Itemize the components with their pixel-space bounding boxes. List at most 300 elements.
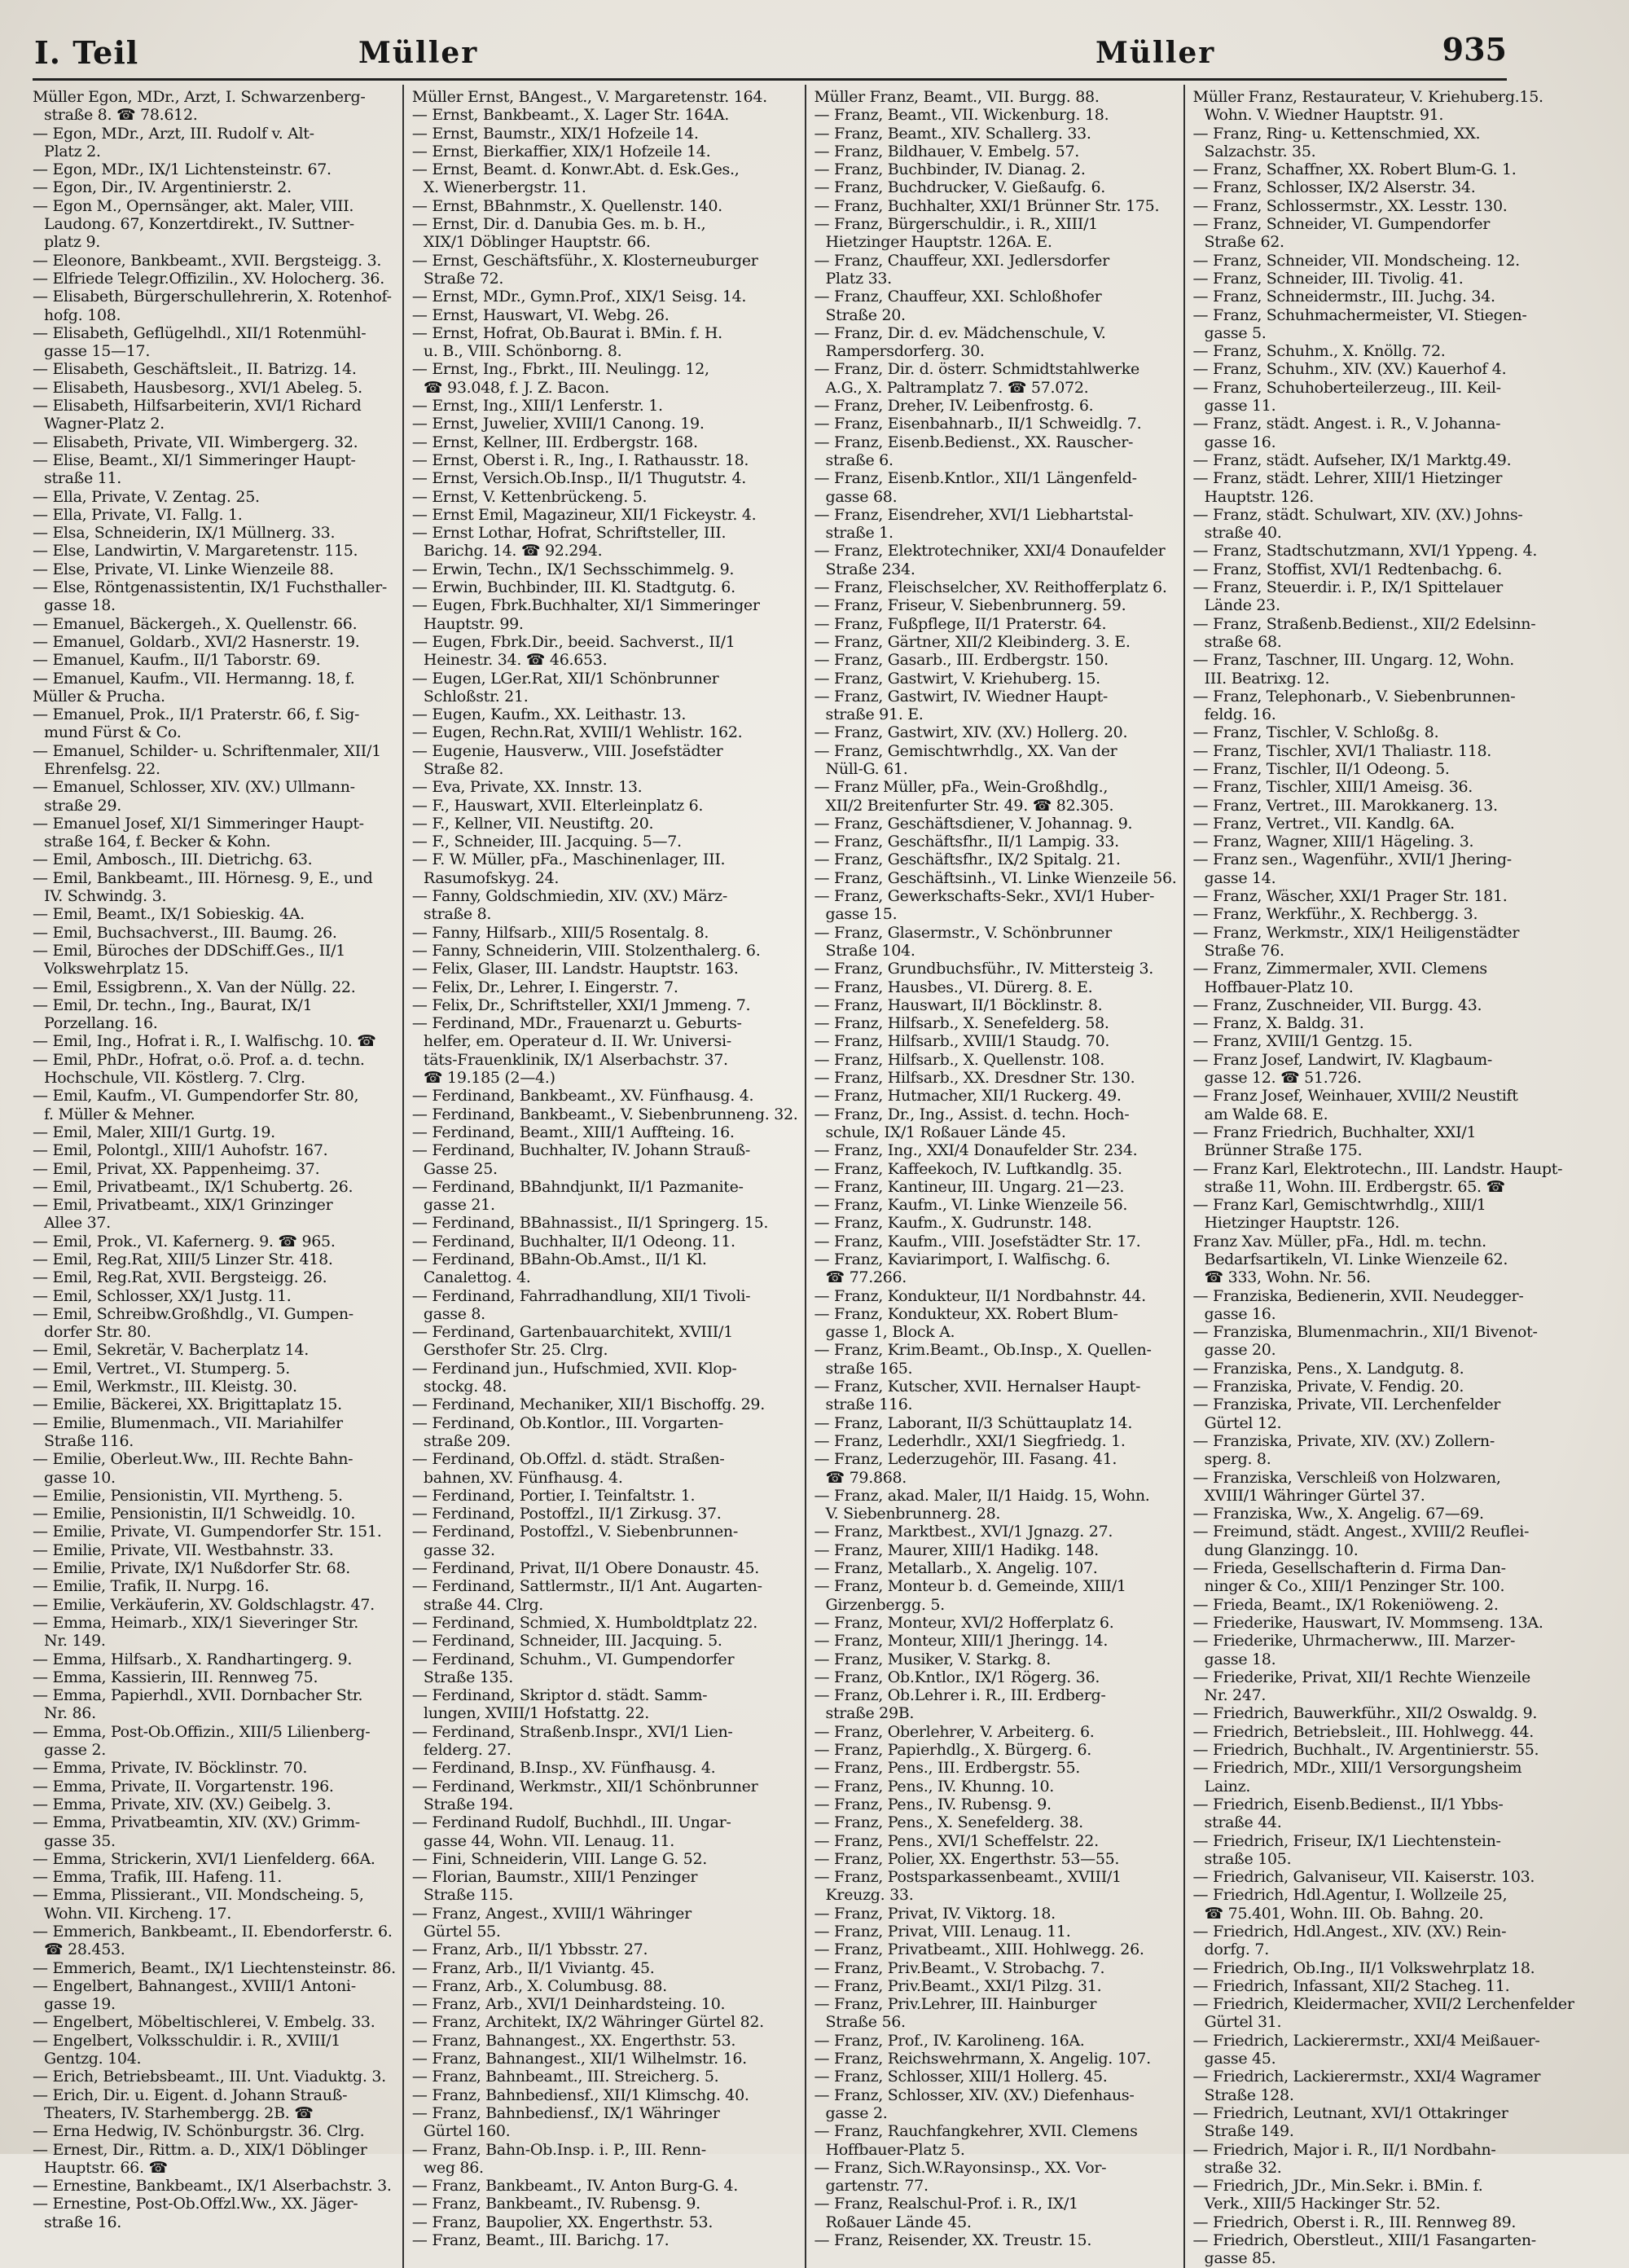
directory-entry-continuation: III. Beatrixg. 12.: [1204, 669, 1330, 688]
directory-entry-continuation: ninger & Co., XIII/1 Penzinger Str. 100.: [1204, 1577, 1505, 1596]
directory-entry: — Franz, Gärtner, XII/2 Kleibinderg. 3. E.: [814, 632, 1131, 651]
directory-entry: — Elisabeth, Bürgerschullehrerin, X. Rotenhof-: [33, 288, 392, 306]
directory-entry: — Franz, Pens., III. Erdbergstr. 55.: [814, 1759, 1080, 1778]
directory-entry: — Ella, Private, VI. Fallg. 1.: [33, 505, 243, 524]
directory-entry: — Fini, Schneiderin, VIII. Lange G. 52.: [411, 1849, 707, 1868]
directory-entry-continuation: straße 29.: [44, 796, 121, 815]
directory-entry-continuation: XVIII/1 Währinger Gürtel 37.: [1204, 1486, 1425, 1505]
directory-entry: — Emanuel, Schilder- u. Schriftenmaler, XII/1: [33, 741, 381, 760]
directory-entry: — Franz, Arb., II/1 Viviantg. 45.: [411, 1958, 655, 1977]
directory-entry-continuation: gasse 11.: [1204, 397, 1276, 415]
directory-entry-continuation: Hauptstr. 126.: [1204, 487, 1315, 506]
directory-entry: — Emil, Bankbeamt., III. Hörnesg. 9, E., und: [33, 868, 373, 887]
directory-entry-continuation: Theaters, IV. Starhembergg. 2B. ☎: [44, 2103, 314, 2122]
directory-entry: — Ferdinand, Ob.Offzl. d. städt. Straßen-: [411, 1450, 725, 1469]
directory-entry: — Franz Karl, Elektrotechn., III. Landstr. Haupt-: [1192, 1159, 1563, 1178]
directory-entry-continuation: dung Glanzingg. 10.: [1204, 1541, 1359, 1559]
directory-entry: — Franz, Baupolier, XX. Engerthstr. 53.: [411, 2213, 714, 2231]
header-name-left: Müller: [358, 36, 479, 70]
directory-entry-continuation: gartenstr. 77.: [825, 2177, 929, 2195]
directory-entry-continuation: Gasse 25.: [423, 1159, 498, 1178]
directory-entry-continuation: Gersthofer Str. 25. Clrg.: [423, 1341, 608, 1360]
directory-entry-continuation: X. Wienerbergstr. 11.: [423, 178, 586, 197]
directory-entry: — Elisabeth, Hilfsarbeiterin, XVI/1 Richard: [33, 397, 362, 415]
directory-entry: — Erich, Betriebsbeamt., III. Unt. Viaduktg. 3.: [33, 2068, 386, 2086]
directory-entry-continuation: Schloßstr. 21.: [423, 687, 529, 705]
directory-entry: — Franz, Bildhauer, V. Embelg. 57.: [814, 142, 1079, 160]
directory-entry-continuation: helfer, em. Operateur d. II. Wr. Universi-: [423, 1032, 731, 1051]
directory-entry-continuation: Straße 115.: [423, 1886, 513, 1905]
directory-entry: — Emil, Kaufm., VI. Gumpendorfer Str. 80,: [33, 1087, 359, 1105]
directory-entry: — Eugen, Fbrk.Buchhalter, XI/1 Simmeringer: [411, 596, 760, 615]
directory-entry: — Ferdinand, Fahrradhandlung, XII/1 Tivoli-: [411, 1286, 751, 1305]
directory-entry: — Ferdinand jun., Hufschmied, XVII. Klop-: [411, 1359, 737, 1378]
directory-entry: — Franz, Steuerdir. i. P., IX/1 Spittelauer: [1192, 578, 1503, 597]
directory-entry: — Elisabeth, Geschäftsleit., II. Batrizg. 14.: [33, 360, 357, 379]
directory-entry: — Franz, Hilfsarb., XVIII/1 Staudg. 70.: [814, 1032, 1110, 1051]
directory-entry-continuation: straße 1.: [825, 524, 894, 543]
directory-entry: — Elisabeth, Private, VII. Wimbergerg. 32.: [33, 433, 358, 451]
directory-entry-continuation: Straße 128.: [1204, 2086, 1294, 2104]
directory-entry: — Franz, Beamt., VII. Wickenburg. 18.: [814, 106, 1109, 125]
directory-entry: — Ella, Private, V. Zentag. 25.: [33, 487, 260, 506]
directory-entry: — Franz, Monteur b. d. Gemeinde, XIII/1: [814, 1577, 1126, 1596]
directory-entry: Müller Egon, MDr., Arzt, I. Schwarzenberg-: [33, 88, 366, 106]
directory-entry-continuation: schule, IX/1 Roßauer Lände 45.: [825, 1123, 1066, 1141]
directory-entry: — Franz, Tischler, XIII/1 Ameisg. 36.: [1192, 778, 1473, 797]
directory-entry: — Franz, Stoffist, XVI/1 Redtenbachg. 6.: [1192, 560, 1503, 578]
directory-entry: — Emilie, Private, VII. Westbahnstr. 33.: [33, 1541, 334, 1559]
directory-entry: — Franz, Geschäftsinh., VI. Linke Wienzeile 56.: [814, 868, 1177, 887]
directory-entry-continuation: Hietzinger Hauptstr. 126A. E.: [825, 233, 1052, 252]
directory-entry-continuation: Straße 62.: [1204, 233, 1284, 252]
directory-entry: — Franz, Bahnbediensf., XII/1 Klimschg. 40.: [411, 2086, 749, 2104]
directory-entry: — Else, Landwirtin, V. Margaretenstr. 115.: [33, 542, 358, 560]
directory-entry: — Franz, Arb., II/1 Ybbsstr. 27.: [411, 1941, 648, 1959]
directory-entry: — Erwin, Buchbinder, III. Kl. Stadtgutg. 6.: [411, 578, 735, 597]
directory-entry-continuation: u. B., VIII. Schönborng. 8.: [423, 342, 622, 361]
directory-entry: — Franz, Kaviarimport, I. Walfischg. 6.: [814, 1250, 1110, 1268]
directory-entry: — Elisabeth, Hausbesorg., XVI/1 Abeleg. 5.: [33, 378, 362, 397]
directory-entry-continuation: ☎ 93.048, f. J. Z. Bacon.: [423, 378, 609, 397]
directory-entry: — Erich, Dir. u. Eigent. d. Johann Strauß-: [33, 2086, 348, 2104]
directory-entry-continuation: ☎ 333, Wohn. Nr. 56.: [1204, 1268, 1371, 1287]
directory-entry: — Franz, Privatbeamt., XIII. Hohlwegg. 26.: [814, 1941, 1144, 1959]
directory-entry: — Franz, Vertret., VII. Kandlg. 6A.: [1192, 814, 1455, 833]
directory-entry: — Emil, Reg.Rat, XIII/5 Linzer Str. 418.: [33, 1250, 333, 1268]
column-4: [1183, 85, 1581, 2268]
directory-entry-continuation: Hoffbauer-Platz 10.: [1204, 978, 1354, 996]
directory-entry: — Ferdinand, BBahn-Ob.Amst., II/1 Kl.: [411, 1250, 707, 1268]
directory-entry: — Franz, Zuschneider, VII. Burgg. 43.: [1192, 996, 1482, 1014]
directory-entry: — Franz, Kaufm., X. Gudrunstr. 148.: [814, 1214, 1092, 1233]
directory-entry-continuation: Rasumofskyg. 24.: [423, 868, 560, 887]
directory-entry: — Franz, Werkführ., X. Rechbergg. 3.: [1192, 905, 1478, 924]
directory-entry: — Franz, Bankbeamt., IV. Rubensg. 9.: [411, 2195, 700, 2213]
directory-entry-continuation: Barichg. 14. ☎ 92.294.: [423, 542, 603, 560]
directory-entry: — Franziska, Blumenmachrin., XII/1 Bivenot-: [1192, 1323, 1538, 1342]
directory-entry-continuation: dorfer Str. 80.: [44, 1323, 151, 1342]
directory-entry: — Franz, Gastwirt, XIV. (XV.) Hollerg. 20.: [814, 723, 1128, 742]
directory-entry: — Franz, Schlossermstr., XX. Lesstr. 130.: [1192, 196, 1508, 215]
directory-entry: — Emma, Privatbeamtin, XIV. (XV.) Grimm-: [33, 1813, 360, 1832]
directory-entry: — Franz, Musiker, V. Starkg. 8.: [814, 1650, 1051, 1668]
directory-entry: — Else, Private, VI. Linke Wienzeile 88.: [33, 560, 334, 578]
directory-entry: — Emanuel, Goldarb., XVI/2 Hasnerstr. 19.: [33, 632, 360, 651]
directory-entry-continuation: straße 44. Clrg.: [423, 1595, 544, 1614]
directory-entry: — Franz, Dreher, IV. Leibenfrostg. 6.: [814, 397, 1094, 415]
directory-entry-continuation: Nr. 149.: [44, 1632, 106, 1650]
directory-entry: — Franz, Glasermstr., V. Schönbrunner: [814, 923, 1112, 942]
directory-entry-continuation: straße 16.: [44, 2213, 121, 2231]
directory-entry: — Emma, Private, XIV. (XV.) Geibelg. 3.: [33, 1795, 332, 1813]
directory-entry: — Franz, Hutmacher, XII/1 Ruckerg. 49.: [814, 1087, 1122, 1105]
directory-entry: — Emil, Dr. techn., Ing., Baurat, IX/1: [33, 996, 313, 1014]
directory-entry-continuation: gasse 20.: [1204, 1341, 1276, 1360]
directory-entry: — Eugen, Fbrk.Dir., beeid. Sachverst., II/1: [411, 632, 735, 651]
directory-entry: — Franz, Pens., XVI/1 Scheffelstr. 22.: [814, 1831, 1099, 1850]
directory-entry-continuation: Girzenbergg. 5.: [825, 1595, 945, 1614]
directory-entry: — Franz, Zimmermaler, XVII. Clemens: [1192, 960, 1487, 978]
directory-entry: — Emma, Plissierant., VII. Mondscheing. 5,: [33, 1886, 364, 1905]
directory-entry: — Franz Josef, Landwirt, IV. Klagbaum-: [1192, 1050, 1492, 1069]
directory-entry: — Ferdinand, BBahnassist., II/1 Springerg. 15.: [411, 1214, 769, 1233]
directory-entry-continuation: ☎ 19.185 (2—4.): [423, 1069, 555, 1088]
directory-entry-continuation: gasse 8.: [423, 1304, 485, 1323]
directory-entry: — Ferdinand, Sattlermstr., II/1 Ant. Augarten-: [411, 1577, 762, 1596]
directory-entry: — Frieda, Gesellschafterin d. Firma Dan-: [1192, 1559, 1506, 1578]
directory-entry: — Franz, Fleischselcher, XV. Reithofferplatz 6.: [814, 578, 1167, 597]
directory-entry: — Franz, Oberlehrer, V. Arbeiterg. 6.: [814, 1722, 1095, 1741]
directory-entry: — Emma, Kassierin, III. Rennweg 75.: [33, 1668, 318, 1686]
directory-entry-continuation: gasse 15—17.: [44, 342, 151, 361]
directory-entry: — Emanuel, Prok., II/1 Praterstr. 66, f. Sig-: [33, 705, 360, 724]
directory-entry: — Franz, X. Baldg. 31.: [1192, 1014, 1364, 1033]
directory-entry: — Franz, Privat, VIII. Lenaug. 11.: [814, 1922, 1071, 1941]
directory-entry: — Franz, Gasarb., III. Erdbergstr. 150.: [814, 651, 1109, 670]
directory-entry: — Franz, Ring- u. Kettenschmied, XX.: [1192, 124, 1481, 143]
directory-entry: — Emilie, Oberleut.Ww., III. Rechte Bahn-: [33, 1450, 353, 1469]
directory-entry-continuation: Platz 2.: [44, 142, 101, 160]
directory-entry-continuation: Hauptstr. 66. ☎: [44, 2158, 168, 2177]
directory-entry: — Franz, Realschul-Prof. i. R., IX/1: [814, 2195, 1078, 2213]
directory-entry: — Franz, Metallarb., X. Angelig. 107.: [814, 1559, 1098, 1578]
directory-entry-continuation: straße 165.: [825, 1359, 913, 1378]
directory-entry-continuation: Straße 56.: [825, 2013, 906, 2032]
directory-entry-continuation: am Walde 68. E.: [1204, 1105, 1328, 1123]
directory-entry: — Franz, Bahnbediensf., IX/1 Währinger: [411, 2103, 720, 2122]
directory-entry: — Ferdinand, Buchhalter, II/1 Odeong. 11.: [411, 1232, 735, 1250]
directory-entry: — Emma, Strickerin, XVI/1 Lienfelderg. 66A.: [33, 1849, 375, 1868]
directory-entry: — Friederike, Privat, XII/1 Rechte Wienzeile: [1192, 1668, 1530, 1686]
directory-entry: — Franz, Chauffeur, XXI. Jedlersdorfer: [814, 251, 1109, 270]
directory-entry: — Ernst, Juwelier, XVIII/1 Canong. 19.: [411, 415, 705, 433]
directory-entry: — Ferdinand, Portier, I. Teinfaltstr. 1.: [411, 1486, 696, 1505]
directory-entry: — Felix, Dr., Lehrer, I. Eingerstr. 7.: [411, 978, 678, 996]
directory-entry-continuation: Straße 72.: [423, 269, 504, 288]
directory-entry: — Emmerich, Bankbeamt., II. Ebendorferstr. 6.: [33, 1922, 393, 1941]
directory-entry: — Franz, städt. Aufseher, IX/1 Marktg.49.: [1192, 451, 1512, 469]
directory-entry: — Emil, Schlosser, XX/1 Justg. 11.: [33, 1286, 292, 1305]
directory-entry: — Franz, Bahnangest., XX. Engerthstr. 53.: [411, 2031, 736, 2050]
directory-entry: — Elfriede Telegr.Offizilin., XV. Holocherg. 36.: [33, 269, 384, 288]
directory-entry: — Franz, Sich.W.Rayonsinsp., XX. Vor-: [814, 2158, 1107, 2177]
directory-entry: — Franz, Laborant, II/3 Schüttauplatz 14.: [814, 1413, 1133, 1432]
directory-entry: — Franz, Gewerkschafts-Sekr., XVI/1 Huber-: [814, 887, 1155, 906]
directory-entry: — Egon M., Opernsänger, akt. Maler, VIII.: [33, 196, 354, 215]
directory-entry: — Franziska, Private, V. Fendig. 20.: [1192, 1378, 1464, 1396]
directory-entry: — Franz, Schneider, VI. Gumpendorfer: [1192, 215, 1491, 234]
directory-entry: — Friedrich, Major i. R., II/1 Nordbahn-: [1192, 2140, 1496, 2159]
directory-entry: — Franz, Schlosser, XIV. (XV.) Diefenhaus-: [814, 2086, 1135, 2104]
directory-entry-continuation: straße 116.: [825, 1396, 913, 1414]
directory-entry-continuation: dorfg. 7.: [1204, 1941, 1269, 1959]
directory-entry: — Franz, Schlosser, IX/2 Alserstr. 34.: [1192, 178, 1476, 197]
directory-entry-continuation: Wagner-Platz 2.: [44, 415, 165, 433]
directory-entry: — Emilie, Private, IX/1 Nußdorfer Str. 68.: [33, 1559, 350, 1578]
directory-entry: — Ernestine, Post-Ob.Offzl.Ww., XX. Jäger-: [33, 2195, 358, 2213]
directory-entry: — Franz, XVIII/1 Gentzg. 15.: [1192, 1032, 1413, 1051]
directory-entry: — Franz, Monteur, XIII/1 Jheringg. 14.: [814, 1632, 1109, 1650]
directory-entry-continuation: f. Müller & Mehner.: [44, 1105, 195, 1123]
directory-entry: — Eugen, LGer.Rat, XII/1 Schönbrunner: [411, 669, 719, 688]
directory-entry: — Franz, Schuhoberteilerzeug., III. Keil-: [1192, 378, 1501, 397]
directory-entry-continuation: straße 29B.: [825, 1704, 915, 1723]
column-2: [402, 85, 805, 2268]
directory-entry-continuation: lungen, XVIII/1 Hofstattg. 22.: [423, 1704, 649, 1723]
directory-entry: — Franz, Kantineur, III. Ungarg. 21—23.: [814, 1177, 1125, 1196]
directory-entry-continuation: Gürtel 55.: [423, 1922, 501, 1941]
directory-entry: — Franz, Schneider, III. Tivolig. 41.: [1192, 269, 1464, 288]
directory-entry-continuation: straße 209.: [423, 1431, 511, 1450]
directory-entry: — Franz, Werkmstr., XIX/1 Heiligenstädter: [1192, 923, 1520, 942]
directory-entry-continuation: Rampersdorferg. 30.: [825, 342, 985, 361]
directory-entry: — Franz, Friseur, V. Siebenbrunnerg. 59.: [814, 596, 1126, 615]
directory-entry-continuation: Hauptstr. 99.: [423, 614, 524, 633]
directory-entry: — Emil, Schreibw.Großhdlg., VI. Gumpen-: [33, 1304, 353, 1323]
directory-entry: — Franz, Privat, IV. Viktorg. 18.: [814, 1904, 1056, 1923]
directory-entry: — Friedrich, Infassant, XII/2 Stacheg. 11.: [1192, 1976, 1510, 1995]
directory-entry-continuation: gasse 21.: [423, 1196, 495, 1215]
directory-entry-continuation: gasse 14.: [1204, 868, 1276, 887]
directory-entry: — Franz, städt. Schulwart, XIV. (XV.) Johns-: [1192, 505, 1523, 524]
directory-entry: — Franz, Dr., Ing., Assist. d. techn. Hoch-: [814, 1105, 1130, 1123]
directory-entry: — Emilie, Trafik, II. Nurpg. 16.: [33, 1577, 270, 1596]
directory-entry: — Franz, Monteur, XVI/2 Hofferplatz 6.: [814, 1613, 1114, 1632]
directory-entry: — Friedrich, Galvaniseur, VII. Kaiserstr. 103.: [1192, 1868, 1535, 1887]
directory-entry-continuation: Salzachstr. 35.: [1204, 142, 1316, 160]
directory-entry-continuation: straße 91. E.: [825, 705, 924, 724]
directory-entry-continuation: Straße 116.: [44, 1431, 134, 1450]
directory-entry: — Emanuel, Bäckergeh., X. Quellenstr. 66.: [33, 614, 358, 633]
directory-entry: — Franz, Kutscher, XVII. Hernalser Haupt-: [814, 1378, 1141, 1396]
directory-entry: Müller Franz, Beamt., VII. Burgg. 88.: [814, 88, 1100, 106]
directory-entry-continuation: gasse 2.: [825, 2103, 888, 2122]
directory-entry: — Ferdinand, Buchhalter, IV. Johann Strauß-: [411, 1141, 751, 1160]
directory-entry: — Franz, Tischler, II/1 Odeong. 5.: [1192, 759, 1450, 778]
directory-entry: — Franz, Ob.Kntlor., IX/1 Rögerg. 36.: [814, 1668, 1100, 1686]
directory-entry-continuation: XIX/1 Döblinger Hauptstr. 66.: [423, 233, 651, 252]
directory-entry-continuation: V. Siebenbrunnerg. 28.: [825, 1505, 1001, 1523]
directory-entry-continuation: Lände 23.: [1204, 596, 1280, 615]
directory-entry: — Friedrich, Lackierermstr., XXI/4 Wagramer: [1192, 2068, 1541, 2086]
directory-entry: — Franz, Buchhalter, XXI/1 Brünner Str. 175.: [814, 196, 1160, 215]
directory-entry-continuation: gasse 1, Block A.: [825, 1323, 955, 1342]
directory-entry: — Franziska, Bedienerin, XVII. Neudegger-: [1192, 1286, 1524, 1305]
directory-entry-continuation: straße 105.: [1204, 1849, 1292, 1868]
directory-entry: — Friedrich, Oberstleut., XIII/1 Fasangarten-: [1192, 2231, 1536, 2250]
part-label: I. Teil: [34, 34, 139, 71]
directory-entry: — Ferdinand, Bankbeamt., XV. Fünfhausg. 4.: [411, 1087, 754, 1105]
directory-entry-continuation: Wohn. VII. Kircheng. 17.: [44, 1904, 232, 1923]
directory-entry: — F., Kellner, VII. Neustiftg. 20.: [411, 814, 654, 833]
directory-entry: — Franz, Gemischtwrhdlg., XX. Van der: [814, 741, 1117, 760]
directory-entry: — Friedrich, JDr., Min.Sekr. i. BMin. f.: [1192, 2177, 1483, 2195]
directory-entry: — Friedrich, Hdl.Agentur, I. Wollzeile 25,: [1192, 1886, 1508, 1905]
directory-entry: — Franz, Beamt., XIV. Schallerg. 33.: [814, 124, 1091, 143]
directory-entry: — Emma, Heimarb., XIX/1 Sieveringer Str.: [33, 1613, 358, 1632]
directory-entry: — Franz, Kaufm., VI. Linke Wienzeile 56.: [814, 1196, 1128, 1215]
directory-entry: — Franz, Elektrotechniker, XXI/4 Donaufelder: [814, 542, 1166, 560]
directory-entry: — Emil, Buchsachverst., III. Baumg. 26.: [33, 923, 337, 942]
directory-entry: — Ernest, Dir., Rittm. a. D., XIX/1 Döblinger: [33, 2140, 367, 2159]
directory-entry: — Franz, Buchbinder, IV. Dianag. 2.: [814, 160, 1086, 179]
directory-entry-continuation: A.G., X. Paltramplatz 7. ☎ 57.072.: [825, 378, 1089, 397]
directory-entry: — Friedrich, Betriebsleit., III. Hohlwegg. 44.: [1192, 1722, 1535, 1741]
directory-entry: — Franz, Dir. d. österr. Schmidtstahlwerke: [814, 360, 1139, 379]
directory-entry: — Emil, Essigbrenn., X. Van der Nüllg. 22.: [33, 978, 356, 996]
directory-entry: — Franz, Polier, XX. Engerthstr. 53—55.: [814, 1849, 1120, 1868]
directory-entry: — Friedrich, Lackierermstr., XXI/4 Meißauer-: [1192, 2031, 1540, 2050]
directory-entry: — Ernst, Baumstr., XIX/1 Hofzeile 14.: [411, 124, 699, 143]
directory-entry: — Franziska, Private, XIV. (XV.) Zollern-: [1192, 1431, 1495, 1450]
directory-entry: — Emil, Polontgl., XIII/1 Auhofstr. 167.: [33, 1141, 328, 1160]
directory-entry: — Ernst, Bankbeamt., X. Lager Str. 164A.: [411, 106, 729, 125]
directory-entry: — Franz, städt. Angest. i. R., V. Johanna-: [1192, 415, 1501, 433]
directory-entry-continuation: Straße 20.: [825, 305, 906, 324]
directory-entry-continuation: gasse 16.: [1204, 1304, 1276, 1323]
directory-entry: — Emilie, Pensionistin, II/1 Schweidlg. 10.: [33, 1505, 356, 1523]
directory-entry: — Ernst Lothar, Hofrat, Schriftsteller, III.: [411, 524, 727, 543]
directory-entry: — Emil, Prok., VI. Kafernerg. 9. ☎ 965.: [33, 1232, 336, 1250]
directory-entry: — Ferdinand, Ob.Kontlor., III. Vorgarten-: [411, 1413, 724, 1432]
header-rule: [33, 78, 1507, 81]
directory-entry: — Franz, Schaffner, XX. Robert Blum-G. 1.: [1192, 160, 1517, 179]
directory-entry-continuation: gasse 2.: [44, 1741, 107, 1760]
directory-entry: — Franz, Schlosser, XIII/1 Hollerg. 45.: [814, 2068, 1108, 2086]
directory-entry: — Franz, Hilfsarb., XX. Dresdner Str. 130.: [814, 1069, 1135, 1088]
directory-entry-continuation: Laudong. 67, Konzertdirekt., IV. Suttner-: [44, 215, 354, 234]
directory-entry: — Emanuel Josef, XI/1 Simmeringer Haupt-: [33, 814, 364, 833]
directory-entry: — Emanuel, Schlosser, XIV. (XV.) Ullmann-: [33, 778, 355, 797]
directory-entry-continuation: Bedarfsartikeln, VI. Linke Wienzeile 62.: [1204, 1250, 1508, 1268]
directory-entry-continuation: Straße 104.: [825, 941, 915, 960]
directory-entry: — Franz, Arb., X. Columbusg. 88.: [411, 1976, 667, 1995]
directory-entry: — Ernst, BBahnmstr., X. Quellenstr. 140.: [411, 196, 722, 215]
directory-entry: — Ferdinand, Gartenbauarchitekt, XVIII/1: [411, 1323, 733, 1342]
directory-entry: — Ferdinand Rudolf, Buchhdl., III. Ungar-: [411, 1813, 731, 1832]
directory-entry-continuation: ☎ 75.401, Wohn. III. Ob. Bahng. 20.: [1204, 1904, 1484, 1923]
directory-entry: — Friedrich, MDr., XIII/1 Versorgungsheim: [1192, 1759, 1522, 1778]
directory-entry: — F., Hauswart, XVII. Elterleinplatz 6.: [411, 796, 704, 815]
directory-entry: — Ferdinand, Beamt., XIII/1 Auffteing. 16.: [411, 1123, 735, 1141]
directory-entry: — Franz Müller, pFa., Wein-Großhdlg.,: [814, 778, 1109, 797]
directory-entry-continuation: Porzellang. 16.: [44, 1014, 158, 1033]
directory-entry: — Egon, MDr., Arzt, III. Rudolf v. Alt-: [33, 124, 314, 143]
directory-entry: — Ernst Emil, Magazineur, XII/1 Fickeystr. 4.: [411, 505, 757, 524]
directory-entry: — Ferdinand, MDr., Frauenarzt u. Geburts-: [411, 1014, 742, 1033]
directory-entry: — Friedrich, Kleidermacher, XVII/2 Lerchenfelder: [1192, 1995, 1574, 2014]
directory-entry: — Ferdinand, Skriptor d. städt. Samm-: [411, 1686, 708, 1705]
directory-entry-continuation: bahnen, XV. Fünfhausg. 4.: [423, 1468, 623, 1487]
directory-entry-continuation: Hochschule, VII. Köstlerg. 7. Clrg.: [44, 1069, 305, 1088]
directory-entry: — Frieda, Beamt., IX/1 Rokeniöweng. 2.: [1192, 1595, 1499, 1614]
directory-entry: — Franz, Postsparkassenbeamt., XVIII/1: [814, 1868, 1122, 1887]
directory-entry: — Franz, Eisendreher, XVI/1 Liebhartstal-: [814, 505, 1134, 524]
directory-entry: — Ferdinand, Mechaniker, XII/1 Bischoffg. 29.: [411, 1396, 765, 1414]
directory-entry: — Franz, Fußpflege, II/1 Praterstr. 64.: [814, 614, 1107, 633]
directory-entry-continuation: straße 68.: [1204, 632, 1282, 651]
directory-entry: — Egon, Dir., IV. Argentinierstr. 2.: [33, 178, 292, 197]
directory-entry: — Franz, Lederhdlr., XXI/1 Siegfriedg. 1.: [814, 1431, 1126, 1450]
directory-entry: — Emilie, Verkäuferin, XV. Goldschlagstr. 47.: [33, 1595, 375, 1614]
directory-entry-continuation: straße 11, Wohn. III. Erdbergstr. 65. ☎: [1204, 1177, 1505, 1196]
directory-entry-continuation: Straße 234.: [825, 560, 915, 578]
directory-entry-continuation: Gürtel 31.: [1204, 2013, 1282, 2032]
directory-entry: — Elsa, Schneiderin, IX/1 Müllnerg. 33.: [33, 524, 336, 543]
directory-entry-continuation: felderg. 27.: [423, 1741, 512, 1760]
directory-entry-continuation: gasse 32.: [423, 1541, 495, 1559]
directory-entry: — Franziska, Verschleiß von Holzwaren,: [1192, 1468, 1501, 1487]
directory-entry: — Franz, Gastwirt, IV. Wiedner Haupt-: [814, 687, 1109, 705]
directory-entry-continuation: Straße 149.: [1204, 2122, 1294, 2141]
column-3: [805, 85, 1183, 2268]
directory-entry-continuation: ☎ 77.266.: [825, 1268, 907, 1287]
directory-entry: — Franz, Straßenb.Bedienst., XII/2 Edelsinn-: [1192, 614, 1536, 633]
directory-entry-continuation: XII/2 Breitenfurter Str. 49. ☎ 82.305.: [825, 796, 1114, 815]
directory-entry: — Franz, Tischler, XVI/1 Thaliastr. 118.: [1192, 741, 1492, 760]
directory-entry: — Friedrich, Bauwerkführ., XII/2 Oswaldg. 9.: [1192, 1704, 1538, 1723]
directory-entry: — Freimund, städt. Angest., XVIII/2 Reuflei-: [1192, 1523, 1530, 1541]
directory-entry: — Emil, Reg.Rat, XVII. Bergsteigg. 26.: [33, 1268, 327, 1287]
directory-entry: — Felix, Glaser, III. Landstr. Hauptstr. 163.: [411, 960, 739, 978]
directory-entry: — Franz Josef, Weinhauer, XVIII/2 Neustift: [1192, 1087, 1518, 1105]
directory-entry: — Franz, Schuhm., X. Knöllg. 72.: [1192, 342, 1446, 361]
directory-entry-continuation: Canalettog. 4.: [423, 1268, 531, 1287]
directory-entry: — Franz, Chauffeur, XXI. Schloßhofer: [814, 288, 1102, 306]
directory-entry: — Erna Hedwig, IV. Schönburgstr. 36. Clrg.: [33, 2122, 365, 2141]
directory-entry: — Franz, Bürgerschuldir., i. R., XIII/1: [814, 215, 1098, 234]
directory-entry: — Ferdinand, Privat, II/1 Obere Donaustr. 45.: [411, 1559, 759, 1578]
directory-entry: — Franz sen., Wagenführ., XVII/1 Jhering-: [1192, 850, 1512, 869]
directory-entry-continuation: Nüll-G. 61.: [825, 759, 908, 778]
directory-entry: — Franz, Stadtschutzmann, XVI/1 Yppeng. 4.: [1192, 542, 1538, 560]
directory-entry: — Emanuel, Kaufm., II/1 Taborstr. 69.: [33, 651, 321, 670]
directory-entry: — Ernst, Versich.Ob.Insp., II/1 Thugutstr. 4.: [411, 469, 747, 488]
directory-entry: — Friedrich, Buchhalt., IV. Argentinierstr. 55.: [1192, 1741, 1539, 1760]
directory-entry: Müller Ernst, BAngest., V. Margaretenstr. 164.: [411, 88, 767, 106]
directory-entry: — Franz, Prof., IV. Karolineng. 16A.: [814, 2031, 1085, 2050]
directory-entry: — Ernst, Kellner, III. Erdbergstr. 168.: [411, 433, 698, 451]
directory-entry: — Emil, Büroches der DDSchiff.Ges., II/1: [33, 941, 345, 960]
directory-entry-continuation: gasse 68.: [825, 487, 898, 506]
directory-entry: — Fanny, Schneiderin, VIII. Stolzenthalerg. 6.: [411, 941, 761, 960]
directory-entry: — Franz, Rauchfangkehrer, XVII. Clemens: [814, 2122, 1138, 2141]
directory-entry: — Eleonore, Bankbeamt., XVII. Bergsteigg. 3.: [33, 251, 382, 270]
directory-entry-continuation: mund Fürst & Co.: [44, 723, 182, 742]
directory-entry: — Engelbert, Volksschuldir. i. R., XVIII/1: [33, 2031, 341, 2050]
directory-entry: — Friedrich, Eisenb.Bedienst., II/1 Ybbs-: [1192, 1795, 1504, 1813]
